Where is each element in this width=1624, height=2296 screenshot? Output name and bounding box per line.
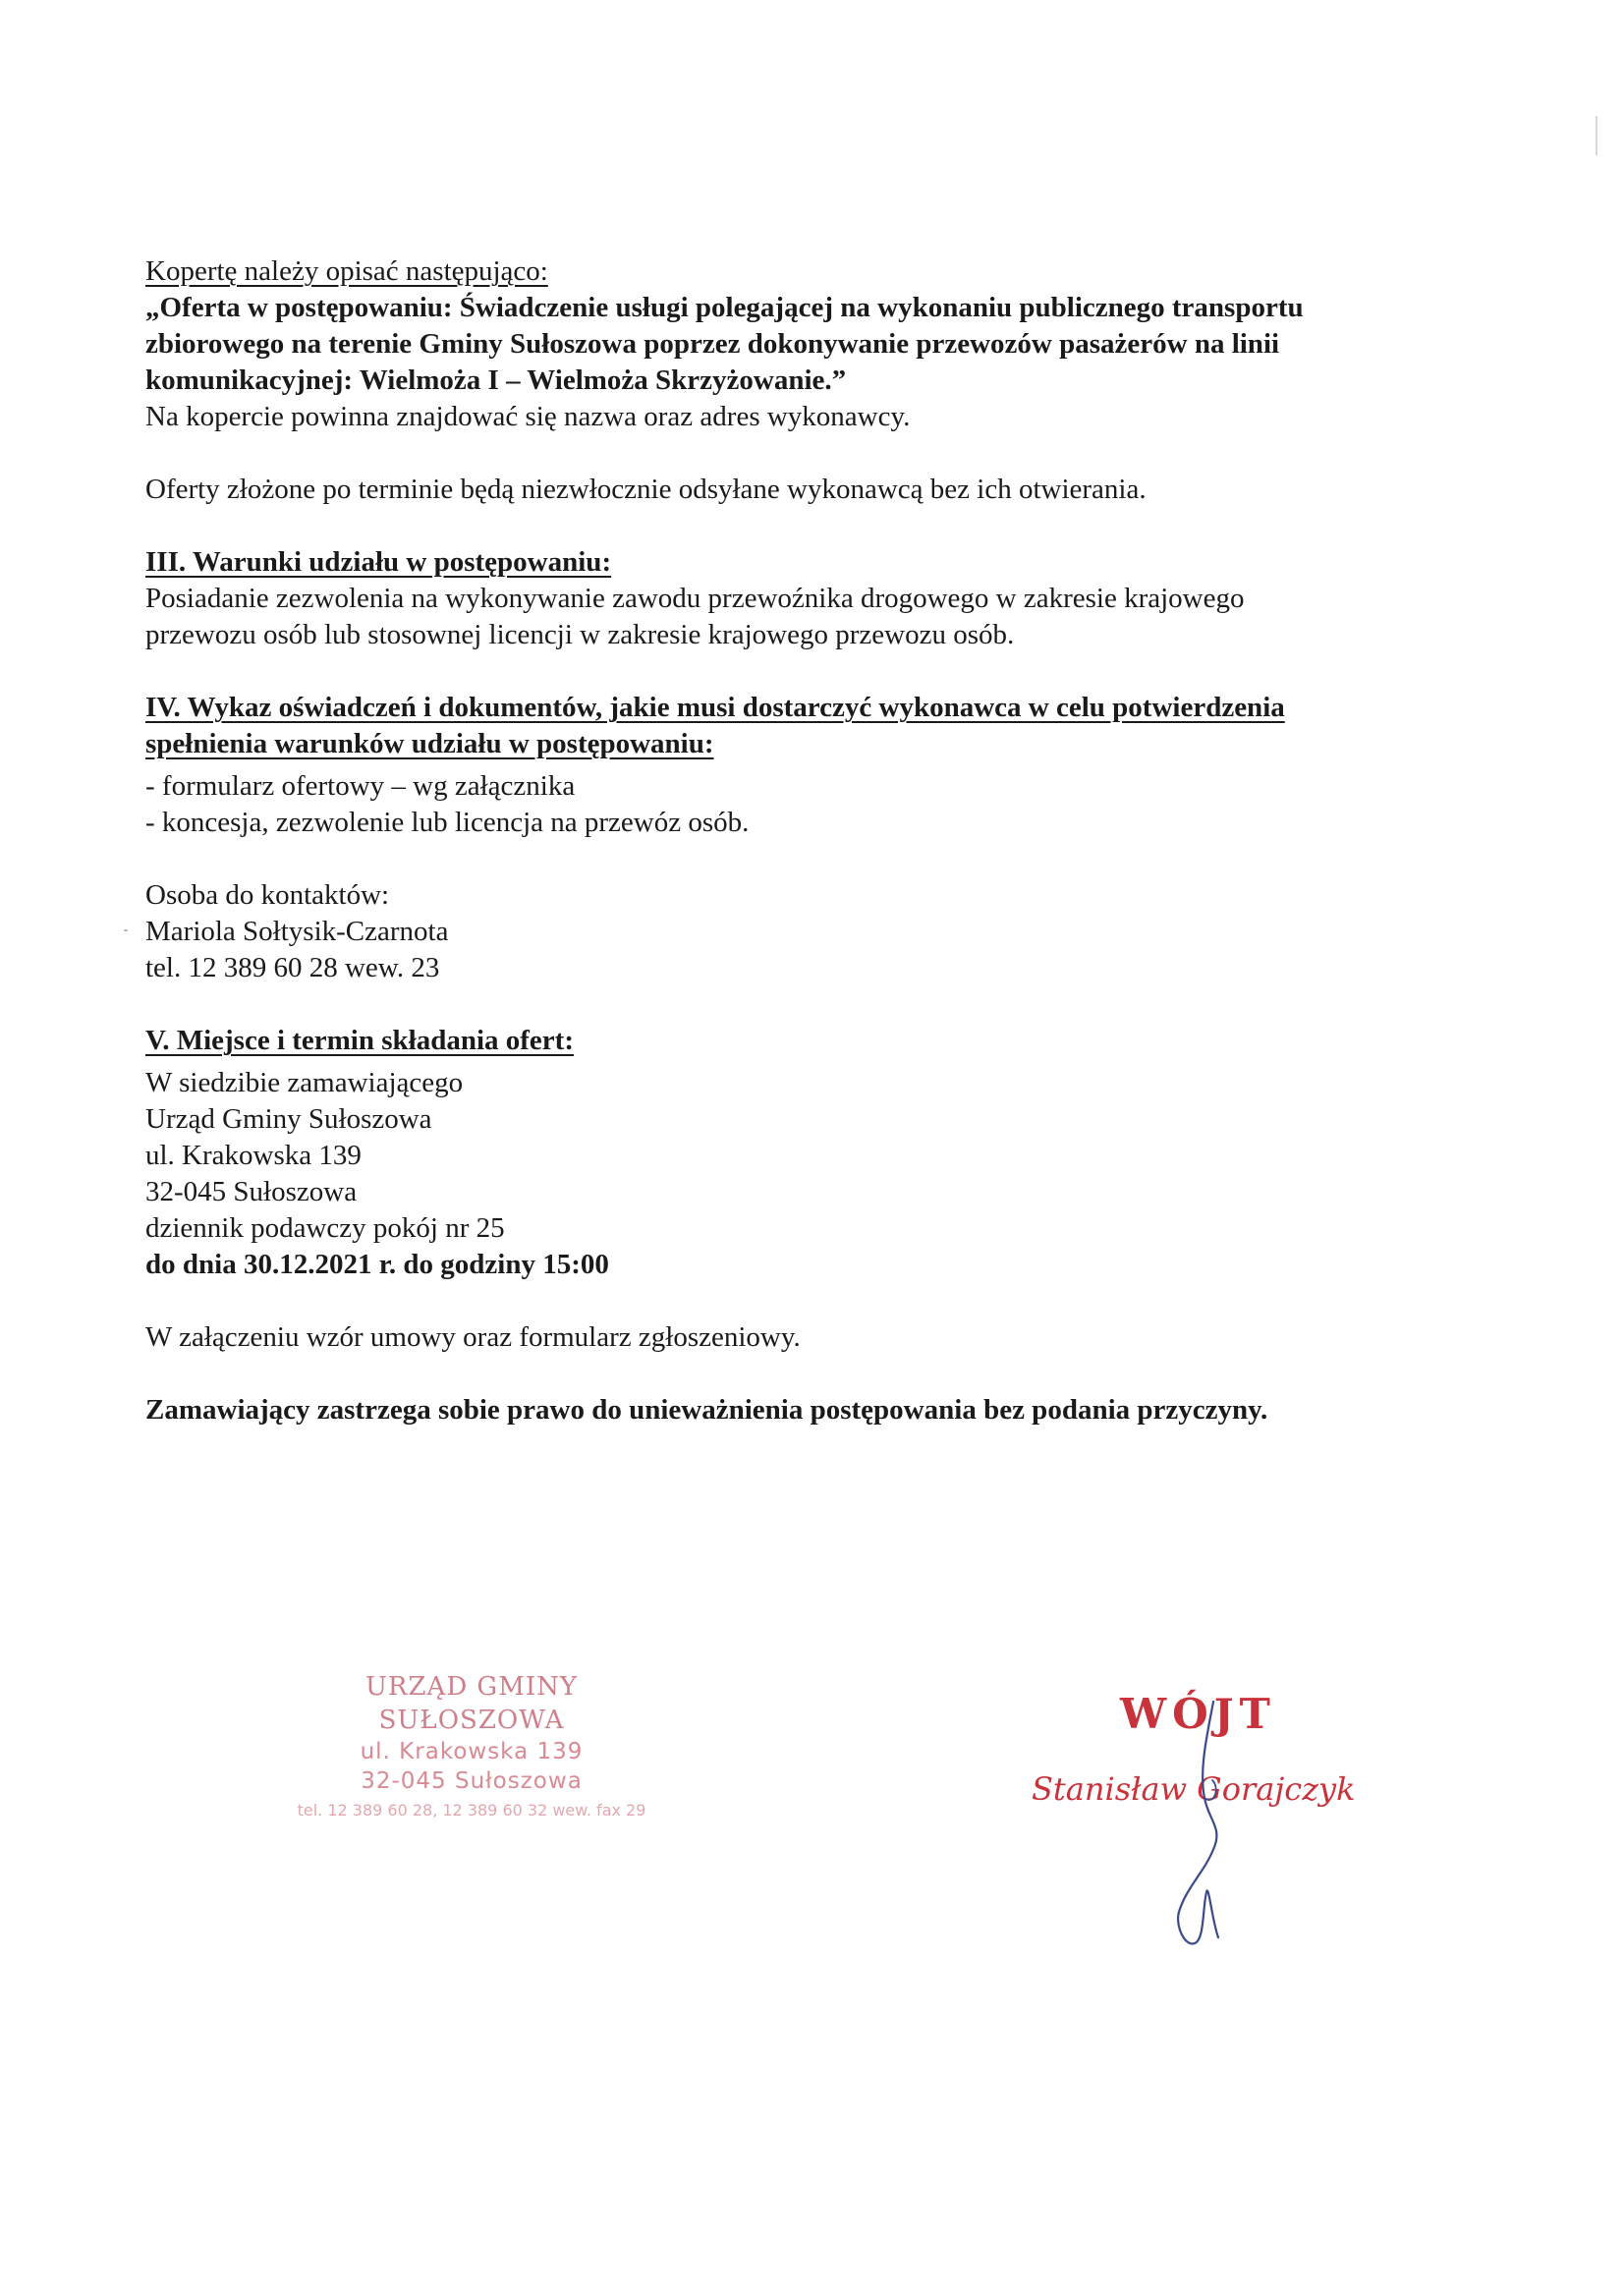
contact-label: Osoba do kontaktów: bbox=[145, 879, 390, 911]
section-4-item: - koncesja, zezwolenie lub licencja na przewóz osób. bbox=[145, 807, 750, 838]
seal-title: WÓJT bbox=[1120, 1690, 1276, 1738]
section-3-line-1: Posiadanie zezwolenia na wykonywanie zawodu przewoźnika drogowego w zakresie krajowego bbox=[145, 583, 1245, 614]
stamp-line-3: 32-045 Sułoszowa bbox=[361, 1768, 583, 1794]
scan-edge-mark bbox=[1596, 116, 1597, 155]
attachments-note: W załączeniu wzór umowy oraz formularz zgłoszeniowy. bbox=[145, 1321, 801, 1353]
stamp-line-1: URZĄD GMINY SUŁOSZOWA bbox=[364, 1672, 579, 1735]
offer-title-line-2: zbiorowego na terenie Gminy Sułoszowa poprzez dokonywanie przewozów pasażerów na linii bbox=[145, 328, 1280, 360]
mayor-seal bbox=[1012, 1690, 1425, 1955]
contact-name: Mariola Sołtysik-Czarnota bbox=[145, 916, 449, 947]
late-offers-note: Oferty złożone po terminie będą niezwłocznie odsyłane wykonawcą bez ich otwierania. bbox=[145, 474, 1147, 505]
section-4-heading-line-1: IV. Wykaz oświadczeń i dokumentów, jakie musi dostarczyć wykonawca w celu potwierdzenia bbox=[145, 692, 1285, 723]
section-3-heading: III. Warunki udziału w postępowaniu: bbox=[145, 546, 612, 578]
offer-title-line-3: komunikacyjnej: Wielmoża I – Wielmoża Skrzyżowanie.” bbox=[145, 364, 847, 396]
contractor-note: Na kopercie powinna znajdować się nazwa oraz adres wykonawcy. bbox=[145, 401, 911, 432]
office-stamp bbox=[285, 1670, 658, 1825]
section-5-line: dziennik podawczy pokój nr 25 bbox=[145, 1212, 505, 1244]
scan-dot bbox=[124, 929, 128, 931]
stamp-line-2: ul. Krakowska 139 bbox=[360, 1739, 584, 1764]
section-5-heading: V. Miejsce i termin składania ofert: bbox=[145, 1025, 574, 1056]
section-5-line: 32-045 Sułoszowa bbox=[145, 1176, 358, 1207]
document-body bbox=[145, 253, 1462, 1428]
section-5-line: ul. Krakowska 139 bbox=[145, 1140, 362, 1171]
handwritten-signature bbox=[1012, 1690, 1425, 1955]
envelope-heading: Kopertę należy opisać następująco: bbox=[145, 255, 548, 287]
contact-phone: tel. 12 389 60 28 wew. 23 bbox=[145, 952, 440, 983]
deadline: do dnia 30.12.2021 r. do godziny 15:00 bbox=[145, 1249, 609, 1280]
stamp-line-4: tel. 12 389 60 28, 12 389 60 32 wew. fax 29 bbox=[297, 1801, 646, 1820]
section-5-line: W siedzibie zamawiającego bbox=[145, 1067, 464, 1098]
section-5-line: Urząd Gminy Sułoszowa bbox=[145, 1103, 432, 1135]
reservation-note: Zamawiający zastrzega sobie prawo do unieważnienia postępowania bez podania przyczyny. bbox=[145, 1394, 1268, 1426]
offer-title-line-1: „Oferta w postępowaniu: Świadczenie usługi polegającej na wykonaniu publicznego transportu bbox=[145, 292, 1304, 323]
section-4-item: - formularz ofertowy – wg załącznika bbox=[145, 770, 576, 802]
section-4-heading-line-2: spełnienia warunków udziału w postępowaniu: bbox=[145, 728, 714, 759]
seal-name: Stanisław Gorajczyk bbox=[1032, 1770, 1356, 1808]
section-3-line-2: przewozu osób lub stosownej licencji w zakresie krajowego przewozu osób. bbox=[145, 619, 1015, 650]
